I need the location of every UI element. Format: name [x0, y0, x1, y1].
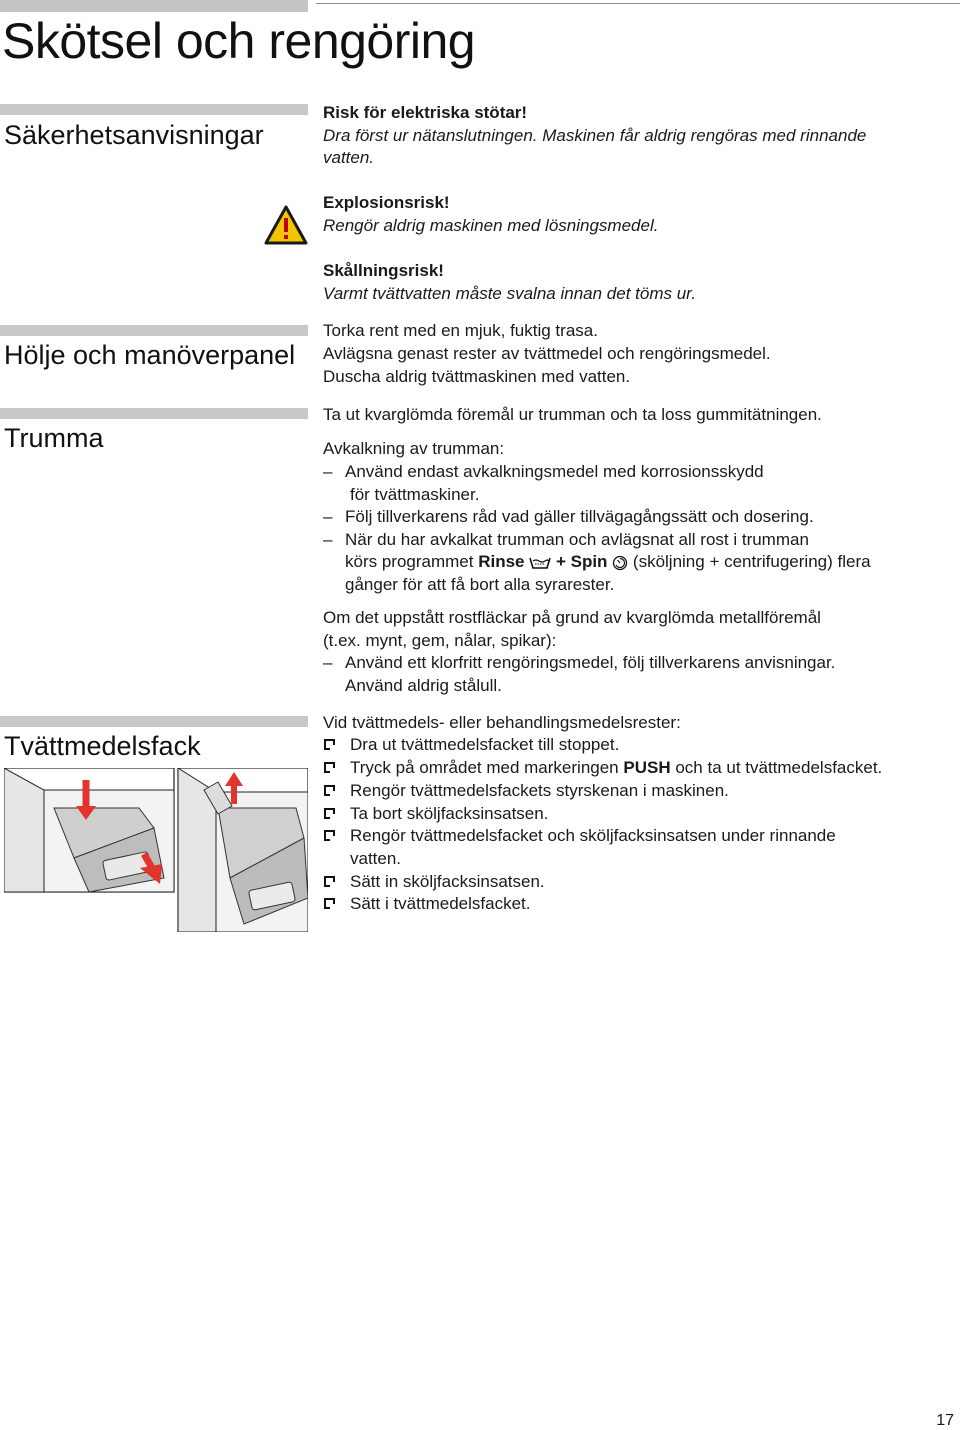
step-bullet-icon — [324, 785, 335, 796]
section-bar-housing — [0, 325, 308, 336]
section-bar-drum — [0, 408, 308, 419]
descale-item-3-line-1: När du har avkalkat trumman och avlägsnat all rost i trumman — [345, 530, 809, 549]
housing-line-3: Duscha aldrig tvättmaskinen med vatten. — [323, 367, 631, 386]
detergent-step-4: Ta bort sköljfacksinsatsen. — [350, 804, 549, 823]
descale-item-1-line-2: för tvättmaskiner. — [350, 485, 480, 504]
detergent-step-6: Sätt in sköljfacksinsatsen. — [350, 872, 545, 891]
descale-item-3-line-2 — [345, 551, 871, 574]
descale-dash-1: – — [323, 462, 333, 481]
rust-item-1-line-1: Använd ett klorfritt rengöringsmedel, följ tillverkarens anvisningar. — [345, 653, 836, 672]
page-title: Skötsel och rengöring — [2, 13, 476, 69]
step-2-post: och ta ut tvättmedelsfacket. — [670, 758, 883, 777]
program-text-post: (sköljning + centrifugering) flera — [628, 552, 871, 571]
step-bullet-icon — [324, 762, 335, 773]
section-bar-safety — [0, 104, 308, 115]
push-marking: PUSH — [623, 758, 671, 777]
safety-text-electric-2: vatten. — [323, 148, 375, 167]
safety-title-electric: Risk för elektriska stötar! — [323, 103, 528, 122]
section-title-safety: Säkerhetsanvisningar — [4, 120, 264, 150]
header-rule — [316, 3, 960, 4]
descale-dash-2: – — [323, 507, 333, 526]
section-title-detergent: Tvättmedelsfack — [4, 731, 201, 761]
spin-program-label: + Spin — [551, 552, 608, 571]
safety-title-scald: Skållningsrisk! — [323, 261, 444, 280]
section-bar-detergent — [0, 716, 308, 727]
descale-item-3-line-3: gånger för att få bort alla syrarester. — [345, 575, 615, 594]
detergent-step-1: Dra ut tvättmedelsfacket till stoppet. — [350, 735, 620, 754]
section-title-drum: Trumma — [4, 423, 104, 453]
step-bullet-icon — [324, 898, 335, 909]
housing-line-2: Avlägsna genast rester av tvättmedel och rengöringsmedel. — [323, 344, 771, 363]
descale-item-2-line-1: Följ tillverkarens råd vad gäller tillvägagångssätt och dosering. — [345, 507, 814, 526]
rust-item-1-line-2: Använd aldrig stålull. — [345, 676, 502, 695]
safety-text-electric-1: Dra först ur nätanslutningen. Maskinen får aldrig rengöras med rinnande — [323, 126, 867, 145]
rinse-program-label: Rinse — [478, 552, 525, 571]
safety-text-explosion: Rengör aldrig maskinen med lösningsmedel. — [323, 216, 659, 235]
detergent-intro: Vid tvättmedels- eller behandlingsmedelsrester: — [323, 713, 681, 732]
step-bullet-icon — [324, 876, 335, 887]
detergent-step-3: Rengör tvättmedelsfackets styrskenan i maskinen. — [350, 781, 729, 800]
detergent-step-2 — [350, 757, 882, 780]
section-title-housing: Hölje och manöverpanel — [4, 340, 296, 370]
step-2-pre: Tryck på området med markeringen — [350, 758, 624, 777]
detergent-step-5-line-1: Rengör tvättmedelsfacket och sköljfacksinsatsen under rinnande — [350, 826, 836, 845]
header-bar — [0, 0, 308, 12]
step-bullet-icon — [324, 739, 335, 750]
page-number: 17 — [936, 1412, 954, 1429]
detergent-step-5-line-2: vatten. — [350, 849, 402, 868]
step-bullet-icon — [324, 830, 335, 841]
detergent-drawer-illustration — [4, 768, 308, 932]
rust-line-2: (t.ex. mynt, gem, nålar, spikar): — [323, 631, 557, 650]
warning-triangle-icon — [264, 205, 308, 245]
step-bullet-icon — [324, 808, 335, 819]
rust-dash-1: – — [323, 653, 333, 672]
rust-line-1: Om det uppstått rostfläckar på grund av kvarglömda metallföremål — [323, 608, 821, 627]
descale-item-1-line-1: Använd endast avkalkningsmedel med korrosionsskydd — [345, 462, 764, 481]
drawer-insert-removal-drawing — [178, 768, 308, 932]
program-text-pre: körs programmet — [345, 552, 479, 571]
drum-intro: Ta ut kvarglömda föremål ur trumman och ta loss gummitätningen. — [323, 405, 822, 424]
spin-symbol-icon — [612, 555, 628, 571]
detergent-step-7: Sätt i tvättmedelsfacket. — [350, 894, 531, 913]
drum-descale-title: Avkalkning av trumman: — [323, 439, 505, 458]
safety-text-scald: Varmt tvättvatten måste svalna innan det töms ur. — [323, 284, 696, 303]
housing-line-1: Torka rent med en mjuk, fuktig trasa. — [323, 321, 598, 340]
safety-title-explosion: Explosionsrisk! — [323, 193, 450, 212]
drawer-pull-out-drawing — [4, 768, 174, 892]
descale-dash-3: – — [323, 530, 333, 549]
rinse-symbol-icon — [529, 556, 551, 570]
